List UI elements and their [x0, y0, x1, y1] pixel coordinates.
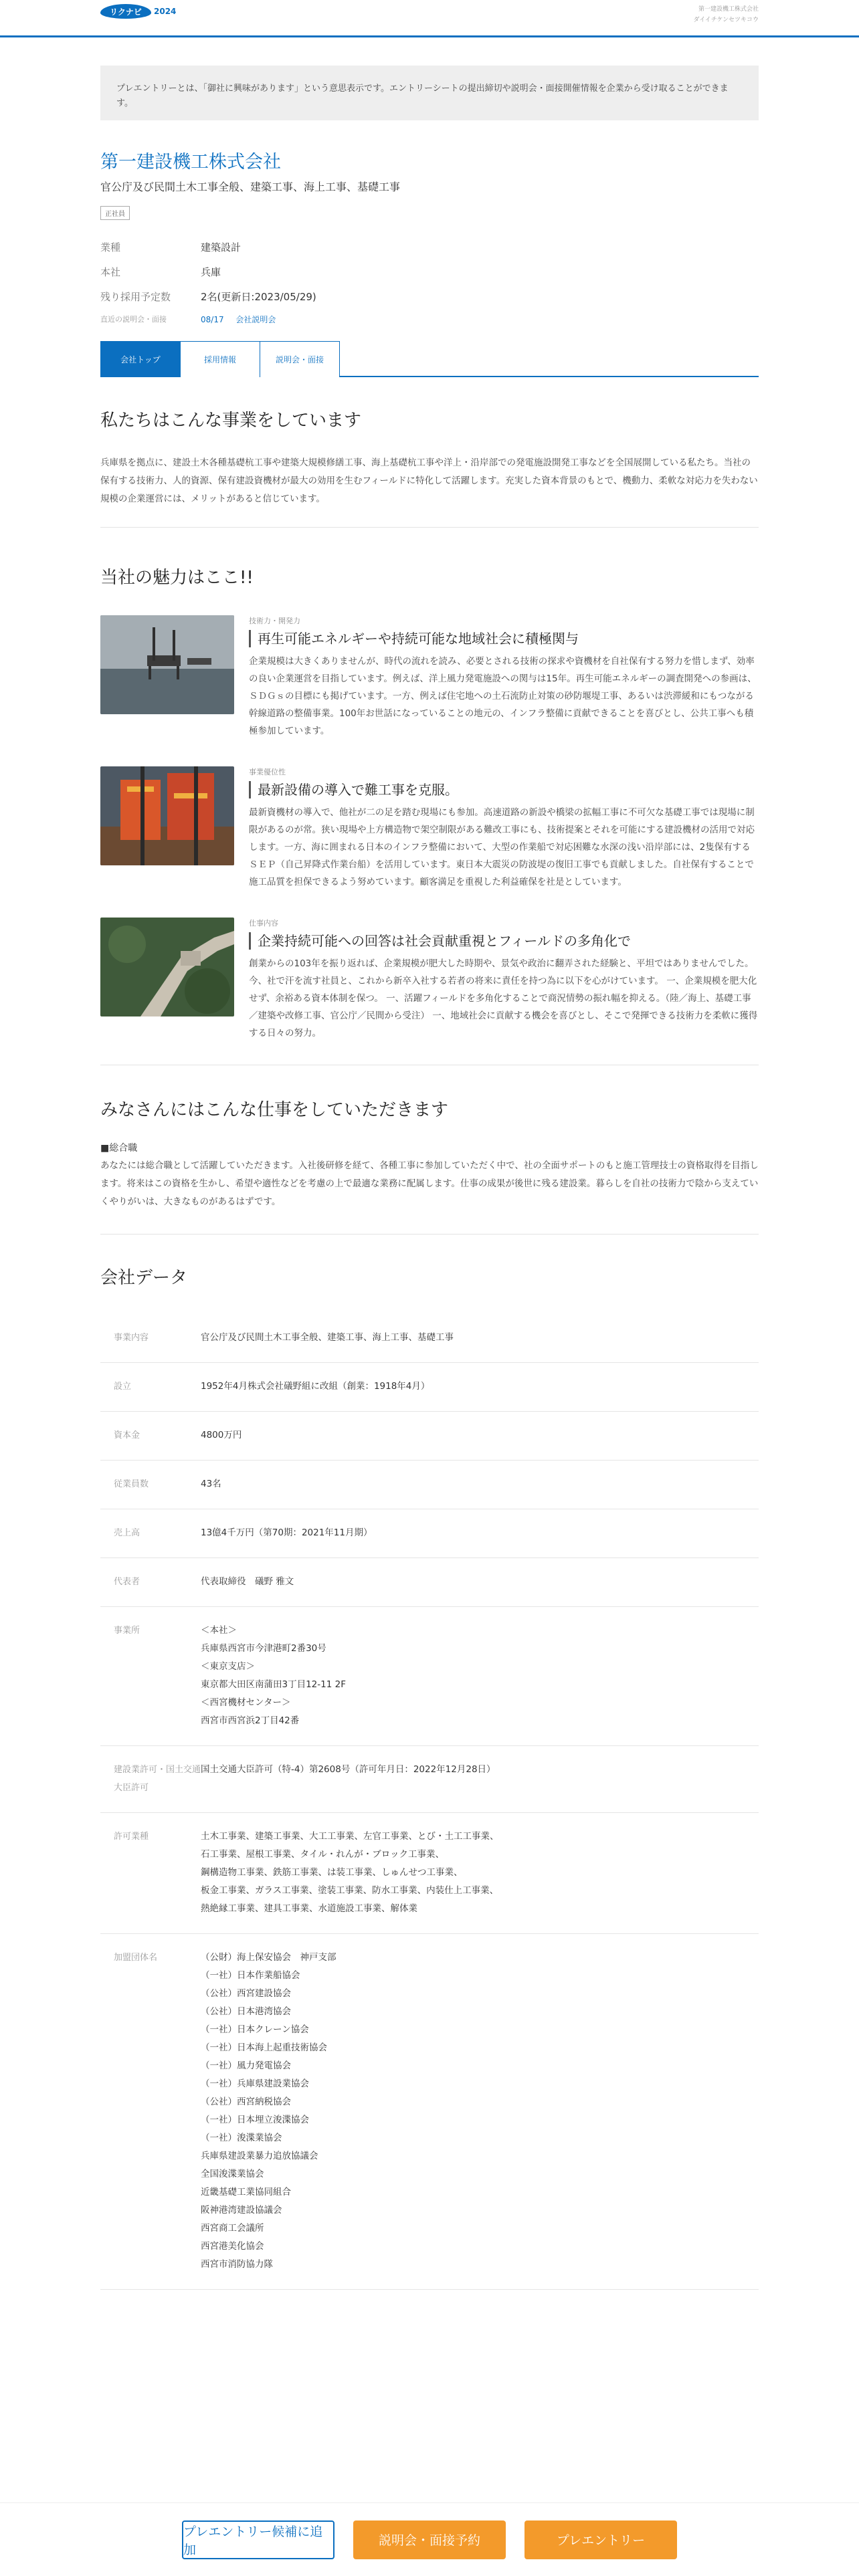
company-data-label: 資本金 — [100, 1412, 201, 1461]
info-row-next-session — [100, 309, 759, 329]
company-data-row — [100, 1558, 759, 1607]
about-heading: 私たちはこんな事業をしています — [100, 411, 362, 431]
info-label: 業種 — [100, 241, 121, 253]
about-text: 兵庫県を拠点に、建設土木各種基礎杭工事や建築大規模修繕工事、海上基礎杭工事や洋上・沿岸部での発電施設開発工事などを全国展開している私たち。当社の保有する技術力、人的資源、保有建設資機材が最大の効用を生むフィールドに特化して活躍します。充実した資本背景のもとで、機動力、柔軟な対応力を失わない規模の企業運営には、メリットがあると信じています。 — [100, 457, 758, 504]
company-data-value — [201, 1813, 759, 1934]
company-data-line: 東京都大田区南蒲田3丁目12-11 2F — [201, 1679, 346, 1690]
company-data-line: （一社）日本作業船協会 — [201, 1970, 300, 1981]
company-data-line: 西宮商工会議所 — [201, 2223, 264, 2234]
company-name: 第一建設機工株式会社 — [100, 152, 281, 173]
company-data-value — [201, 1314, 759, 1363]
info-row-industry — [100, 235, 759, 259]
info-value: 建築設計 — [201, 241, 242, 253]
company-data-line: （一社）兵庫県建設業協会 — [201, 2078, 309, 2089]
company-data-line: 鋼構造物工事業、鉄筋工事業、は装工事業、しゅんせつ工事業、 — [201, 1867, 463, 1878]
charm-category: 技術力・開発力 — [249, 617, 300, 625]
company-data-value — [201, 1461, 759, 1509]
company-business: 官公庁及び民間土木工事全般、建築工事、海上工事、基礎工事 — [100, 181, 401, 193]
company-data-line: 板金工事業、ガラス工事業、塗装工事業、防水工事業、内装仕上工事業、 — [201, 1885, 499, 1896]
company-data-line: 兵庫県西宮市今津港町2番30号 — [201, 1643, 326, 1654]
job-description: あなたには総合職として活躍していただきます。入社後研修を経て、各種工事に参加していただく中で、社の全面サポートのもと施工管理技士の資格取得を目指します。将来はこの資格を生かし、希望や適性などを考慮の上で最適な業務に配属します。仕事の成果が後世に残る建設業。暮らしを自社の技術力で陰から支えていくやりがいは、大きなものがあるはずです。 — [100, 1160, 759, 1207]
company-data-label: 売上高 — [100, 1509, 201, 1558]
tab-sessions-interviews[interactable]: 説明会・面接 — [260, 341, 340, 377]
charm-text: 企業規模は大きくありませんが、時代の流れを読み、必要とされる技術の探求や資機材を自社保有する努力を惜しまず、効率の良い企業運営を目指しています。例えば、洋上風力発電施設への関与は15年。再生可能エネルギーの調査開発への参画は、ＳＤＧｓの目標にも掲げています。一方、例えば住宅地への土石流防止対策の砂防堰堤工事、あるいは渋滞緩和にもつながる幹線道路の整備事業。100年お世話になっていることの地元の、インフラ整備に貢献できることを喜びとし、公共工事へも積極参加しています。 — [249, 656, 757, 736]
company-data-line: （公社）日本港湾協会 — [201, 2006, 291, 2017]
company-tabs — [100, 341, 759, 377]
pre-entry-notice: プレエントリーとは、「御社に興味があります」という意思表示です。エントリーシートの提出締切や説明会・面接開催情報を企業から受け取ることができます。 — [100, 66, 759, 120]
company-data-label: 事業所 — [100, 1607, 201, 1746]
company-data-row — [100, 1934, 759, 2290]
section-divider — [100, 527, 759, 528]
company-data-row — [100, 1412, 759, 1461]
logo-mark: リクナビ — [100, 4, 151, 19]
info-row-headquarters — [100, 259, 759, 284]
company-data-line: ＜本社＞ — [201, 1625, 237, 1636]
main-content — [100, 37, 759, 2290]
charm-item — [100, 766, 759, 891]
charm-title: 再生可能エネルギーや持続可能な地域社会に積極関与 — [249, 630, 759, 647]
company-data-row — [100, 1363, 759, 1412]
tab-company-top[interactable]: 会社トップ — [100, 341, 181, 377]
charm-body — [249, 615, 759, 740]
tab-recruitment-info[interactable]: 採用情報 — [180, 341, 260, 377]
company-data-value — [201, 1558, 759, 1607]
aerial-site-photo — [100, 918, 234, 1016]
company-data-body — [100, 1314, 759, 2290]
company-data-value — [201, 1363, 759, 1412]
company-data-line: 4800万円 — [201, 1430, 242, 1440]
charm-body — [249, 766, 759, 891]
company-data-line: ＜東京支店＞ — [201, 1661, 255, 1672]
company-data-label: 建設業許可・国土交通大臣許可 — [100, 1746, 201, 1813]
company-data-line: 代表取締役 礒野 雅文 — [201, 1576, 294, 1587]
company-data-line: 13億4千万円（第70期：2021年11月期） — [201, 1527, 373, 1538]
company-data-row — [100, 1461, 759, 1509]
company-data-line: 西宮市消防協力隊 — [201, 2259, 273, 2270]
company-data-line: 西宮港美化協会 — [201, 2241, 264, 2252]
charm-title: 企業持続可能への回答は社会貢献重視とフィールドの多角化で — [249, 932, 759, 950]
reserve-session-button[interactable]: 説明会・面接予約 — [353, 2520, 506, 2559]
company-data-line: 43名 — [201, 1479, 221, 1489]
job-category: ■総合職 — [100, 1143, 138, 1154]
company-data-label: 設立 — [100, 1363, 201, 1412]
site-header — [0, 0, 859, 37]
company-data-value — [201, 1509, 759, 1558]
company-data-line: （公社）西宮建設協会 — [201, 1988, 291, 1999]
company-data-label: 事業内容 — [100, 1314, 201, 1363]
company-data-line: 兵庫県建設業暴力追放協議会 — [201, 2151, 318, 2161]
company-data-value — [201, 1934, 759, 2290]
company-data-line: 阪神港湾建設協議会 — [201, 2205, 282, 2216]
company-data-row — [100, 1813, 759, 1934]
company-data-line: （一社）風力発電協会 — [201, 2060, 291, 2071]
company-data-line: （一社）日本埋立浚渫協会 — [201, 2115, 309, 2125]
company-data-table — [100, 1314, 759, 2290]
jobs-heading: みなさんにはこんな仕事をしていただきます — [100, 1100, 449, 1120]
add-candidate-button[interactable]: プレエントリー候補に追加 — [182, 2520, 335, 2559]
company-data-label: 許可業種 — [100, 1813, 201, 1934]
company-data-line: （一社）浚渫業協会 — [201, 2133, 282, 2143]
company-data-line: 熱絶縁工事業、建具工事業、水道施設工事業、解体業 — [201, 1903, 417, 1914]
header-company-name — [693, 4, 759, 25]
charm-text: 創業からの103年を振り返れば、企業規模が肥大した時期や、景気や政治に翻弄された経験と、平坦ではありませんでした。今、社で汗を流す社員と、これから新卒入社する若者の将来に責任を持つ為に以下を心がけています。 一、企業規模を肥大化せず、余裕ある資本体制を保つ。 一、活躍フィールドを多角化することで商況情勢の振れ幅を抑える。（陸／海上、基礎工事／建築や改修工事、官公庁／民間から受注） 一、地域社会に貢献する機会を喜びとし、そこで発揮できる技術力を柔軟に獲得する日々の努力。 — [249, 958, 758, 1039]
info-value: 2名(更新日:2023/05/29) — [201, 291, 316, 303]
section-divider — [100, 1234, 759, 1235]
next-session-link[interactable]: 会社説明会 — [235, 314, 276, 324]
charm-body — [249, 918, 759, 1042]
company-data-value — [201, 1746, 759, 1813]
company-data-line: 西宮市西宮浜2丁目42番 — [201, 1715, 300, 1726]
company-data-row — [100, 1607, 759, 1746]
company-data-value — [201, 1607, 759, 1746]
company-data-line: 全国浚渫業協会 — [201, 2169, 264, 2179]
company-data-value — [201, 1412, 759, 1461]
charm-category: 事業優位性 — [249, 768, 286, 776]
info-label: 残り採用予定数 — [100, 291, 171, 303]
info-value — [201, 314, 276, 325]
company-data-line: 石工事業、屋根工事業、タイル・れんが・ブロック工事業、 — [201, 1849, 444, 1860]
info-row-openings — [100, 284, 759, 309]
company-data-line: （公財）海上保安協会 神戸支部 — [201, 1952, 337, 1963]
charm-text: 最新資機材の導入で、他社が二の足を踏む現場にも参加。高速道路の新設や橋梁の拡幅工事に不可欠な基礎工事では現場に制限があるのが常。狭い現場や上方構造物で架空制限がある難改工事にも、技術提案とそれを可能にする建設機材の活用で対応します。一方、海に囲まれる日本のインフラ整備において、大型の作業船で対応困難な水深の浅い沿岸部には、2隻保有するＳＥＰ（自己昇降式作業台船）を活用しています。東日本大震災の防波堤の復旧工事でも貢献しました。自社保有することで施工品質を担保できるよう努めています。顧客満足を重視した利益確保を社是としています。 — [249, 807, 755, 887]
pre-entry-button[interactable]: プレエントリー — [524, 2520, 677, 2559]
bottom-action-bar — [0, 2502, 859, 2576]
next-session-date: 08/17 — [201, 314, 224, 324]
site-logo[interactable] — [100, 4, 176, 19]
charm-heading: 当社の魅力はここ!! — [100, 568, 254, 588]
company-info-list — [100, 235, 759, 329]
company-data-row — [100, 1509, 759, 1558]
company-data-label: 加盟団体名 — [100, 1934, 201, 2290]
company-data-line: 土木工事業、建築工事業、大工工事業、左官工事業、とび・土工工事業、 — [201, 1831, 499, 1842]
company-data-line: 近畿基礎工業協同組合 — [201, 2187, 291, 2197]
header-company-kana-line: ダイイチケンセツキコウ — [693, 17, 759, 23]
charm-item — [100, 615, 759, 740]
company-data-line: 1952年4月株式会社礒野組に改組（創業：1918年4月） — [201, 1381, 430, 1392]
info-label: 直近の説明会・面接 — [100, 315, 167, 324]
company-data-line: （一社）日本海上起重技術協会 — [201, 2042, 327, 2053]
company-data-line: 国土交通大臣許可（特-4）第2608号（許可年月日：2022年12月28日） — [201, 1764, 496, 1775]
company-data-line: ＜西宮機材センター＞ — [201, 1697, 291, 1708]
company-data-label: 従業員数 — [100, 1461, 201, 1509]
company-data-line: 官公庁及び民間土木工事全般、建築工事、海上工事、基礎工事 — [201, 1332, 454, 1343]
employment-type-badge: 正社員 — [100, 206, 130, 220]
info-label: 本社 — [100, 266, 121, 278]
charm-category: 仕事内容 — [249, 919, 278, 928]
company-data-line: （一社）日本クレーン協会 — [201, 2024, 309, 2035]
company-data-row — [100, 1746, 759, 1813]
construction-machinery-photo — [100, 766, 234, 865]
company-data-label: 代表者 — [100, 1558, 201, 1607]
charm-title: 最新設備の導入で難工事を克服。 — [249, 781, 759, 798]
company-data-line: （公社）西宮納税協会 — [201, 2097, 291, 2107]
header-company-name-line: 第一建設機工株式会社 — [698, 6, 759, 13]
company-data-row — [100, 1314, 759, 1363]
offshore-rig-photo — [100, 615, 234, 714]
logo-year: 2024 — [154, 7, 177, 16]
info-value: 兵庫 — [201, 266, 221, 278]
charm-item — [100, 918, 759, 1042]
company-data-heading: 会社データ — [100, 1268, 188, 1288]
